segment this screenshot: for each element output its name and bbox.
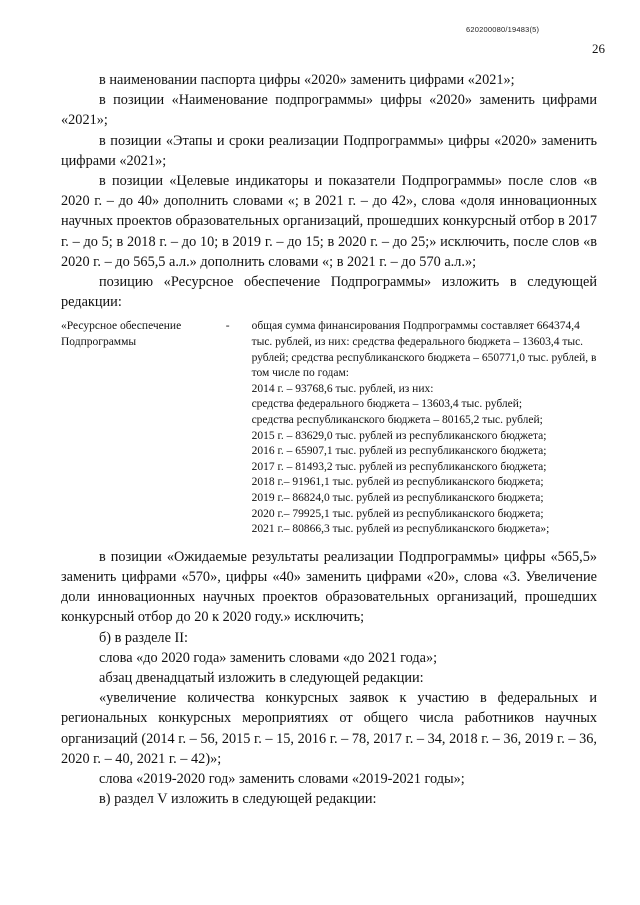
resource-table-values: [252, 319, 597, 537]
page-number: 26: [592, 41, 605, 56]
resource-table-label: «Ресурсное обеспечение Подпрограммы: [61, 320, 182, 349]
funding-row: 2016 г. – 65907,1 тыс. рублей из республиканского бюджета;: [251, 445, 547, 458]
funding-row: 2014 г. – 93768,6 тыс. рублей, из них:: [251, 382, 434, 395]
paragraph-applications-count: «увеличение количества конкурсных заявок к участию в федеральных и региональных конкурсных мероприятиях от общего числа работников научных организаций (2014 г. – 56, 2015 г. – 15, 2016 г. – 78, 2017 г. – 34, 2018 г. – 36, 2019 г. – 36, 2020 г. – 40, 2021 г. – 42)»;: [61, 690, 597, 767]
paragraph-section-5: в) раздел V изложить в следующей редакции:: [99, 791, 377, 808]
document-body: [61, 70, 597, 809]
funding-row: 2019 г.– 86824,0 тыс. рублей из республиканского бюджета;: [251, 491, 544, 504]
funding-row: 2018 г.– 91961,1 тыс. рублей из республиканского бюджета;: [251, 476, 544, 489]
paragraph-stages-terms: в позиции «Этапы и сроки реализации Подпрограммы» цифры «2020» заменить цифрами «2021»;: [61, 132, 597, 169]
funding-row: 2021 г.– 80866,3 тыс. рублей из республиканского бюджета»;: [251, 523, 550, 536]
funding-row: 2017 г. – 81493,2 тыс. рублей из республиканского бюджета;: [251, 460, 547, 473]
funding-summary: общая сумма финансирования Подпрограммы составляет 664374,4 тыс. рублей, из них: средства федерального бюджета – 13603,4 тыс. рублей; средства республиканского бюджета – 650771,0 тыс. рублей, в том числе по годам:: [251, 320, 597, 380]
paragraph-expected-results: в позиции «Ожидаемые результаты реализации Подпрограммы» цифры «565,5» заменить цифрами «570», цифры «40» заменить цифрами «20», слова «3. Увеличение доли инновационных научных проектов образовательных организаций, прошедших конкурсный отбор до 20 к 2020 году.» исключить;: [61, 548, 597, 626]
document-id: 620200080/19483(5): [466, 25, 540, 34]
funding-row: средства федерального бюджета – 13603,4 тыс. рублей;: [251, 398, 523, 411]
funding-row: 2015 г. – 83629,0 тыс. рублей из республиканского бюджета;: [251, 429, 547, 442]
paragraph-passport-name: в наименовании паспорта цифры «2020» заменить цифрами «2021»;: [99, 72, 515, 88]
funding-row: 2020 г.– 79925,1 тыс. рублей из республиканского бюджета;: [251, 507, 544, 520]
paragraph-section-2: б) в разделе II:: [99, 629, 188, 646]
paragraph-resource-intro: позицию «Ресурсное обеспечение Подпрограммы» изложить в следующей редакции:: [61, 274, 597, 311]
paragraph-replace-years-range: слова «2019-2020 год» заменить словами «2019-2021 годы»;: [99, 770, 465, 787]
resource-table: [61, 319, 597, 537]
paragraph-subprogram-name: в позиции «Наименование подпрограммы» цифры «2020» заменить цифрами «2021»;: [61, 92, 597, 129]
paragraph-twelfth-abzac: абзац двенадцатый изложить в следующей редакции:: [99, 669, 424, 686]
resource-table-dash: -: [225, 320, 230, 333]
paragraph-target-indicators: в позиции «Целевые индикаторы и показатели Подпрограммы» после слов «в 2020 г. – до 40» дополнить словами «; в 2021 г. – до 42», слова «доля инновационных научных проектов образовательных организаций, прошедших конкурсный отбор в 2017 г. – до 5; в 2018 г. – до 10; в 2019 г. – до 15; в 2020 г. – до 25;» исключить, после слов «в 2020 г. – до 565,5 а.л.» дополнить словами «; в 2021 г. – до 570 а.л.»;: [61, 173, 597, 270]
paragraph-replace-year: слова «до 2020 года» заменить словами «до 2021 года»;: [99, 649, 438, 666]
funding-row: средства республиканского бюджета – 80165,2 тыс. рублей;: [251, 414, 543, 426]
